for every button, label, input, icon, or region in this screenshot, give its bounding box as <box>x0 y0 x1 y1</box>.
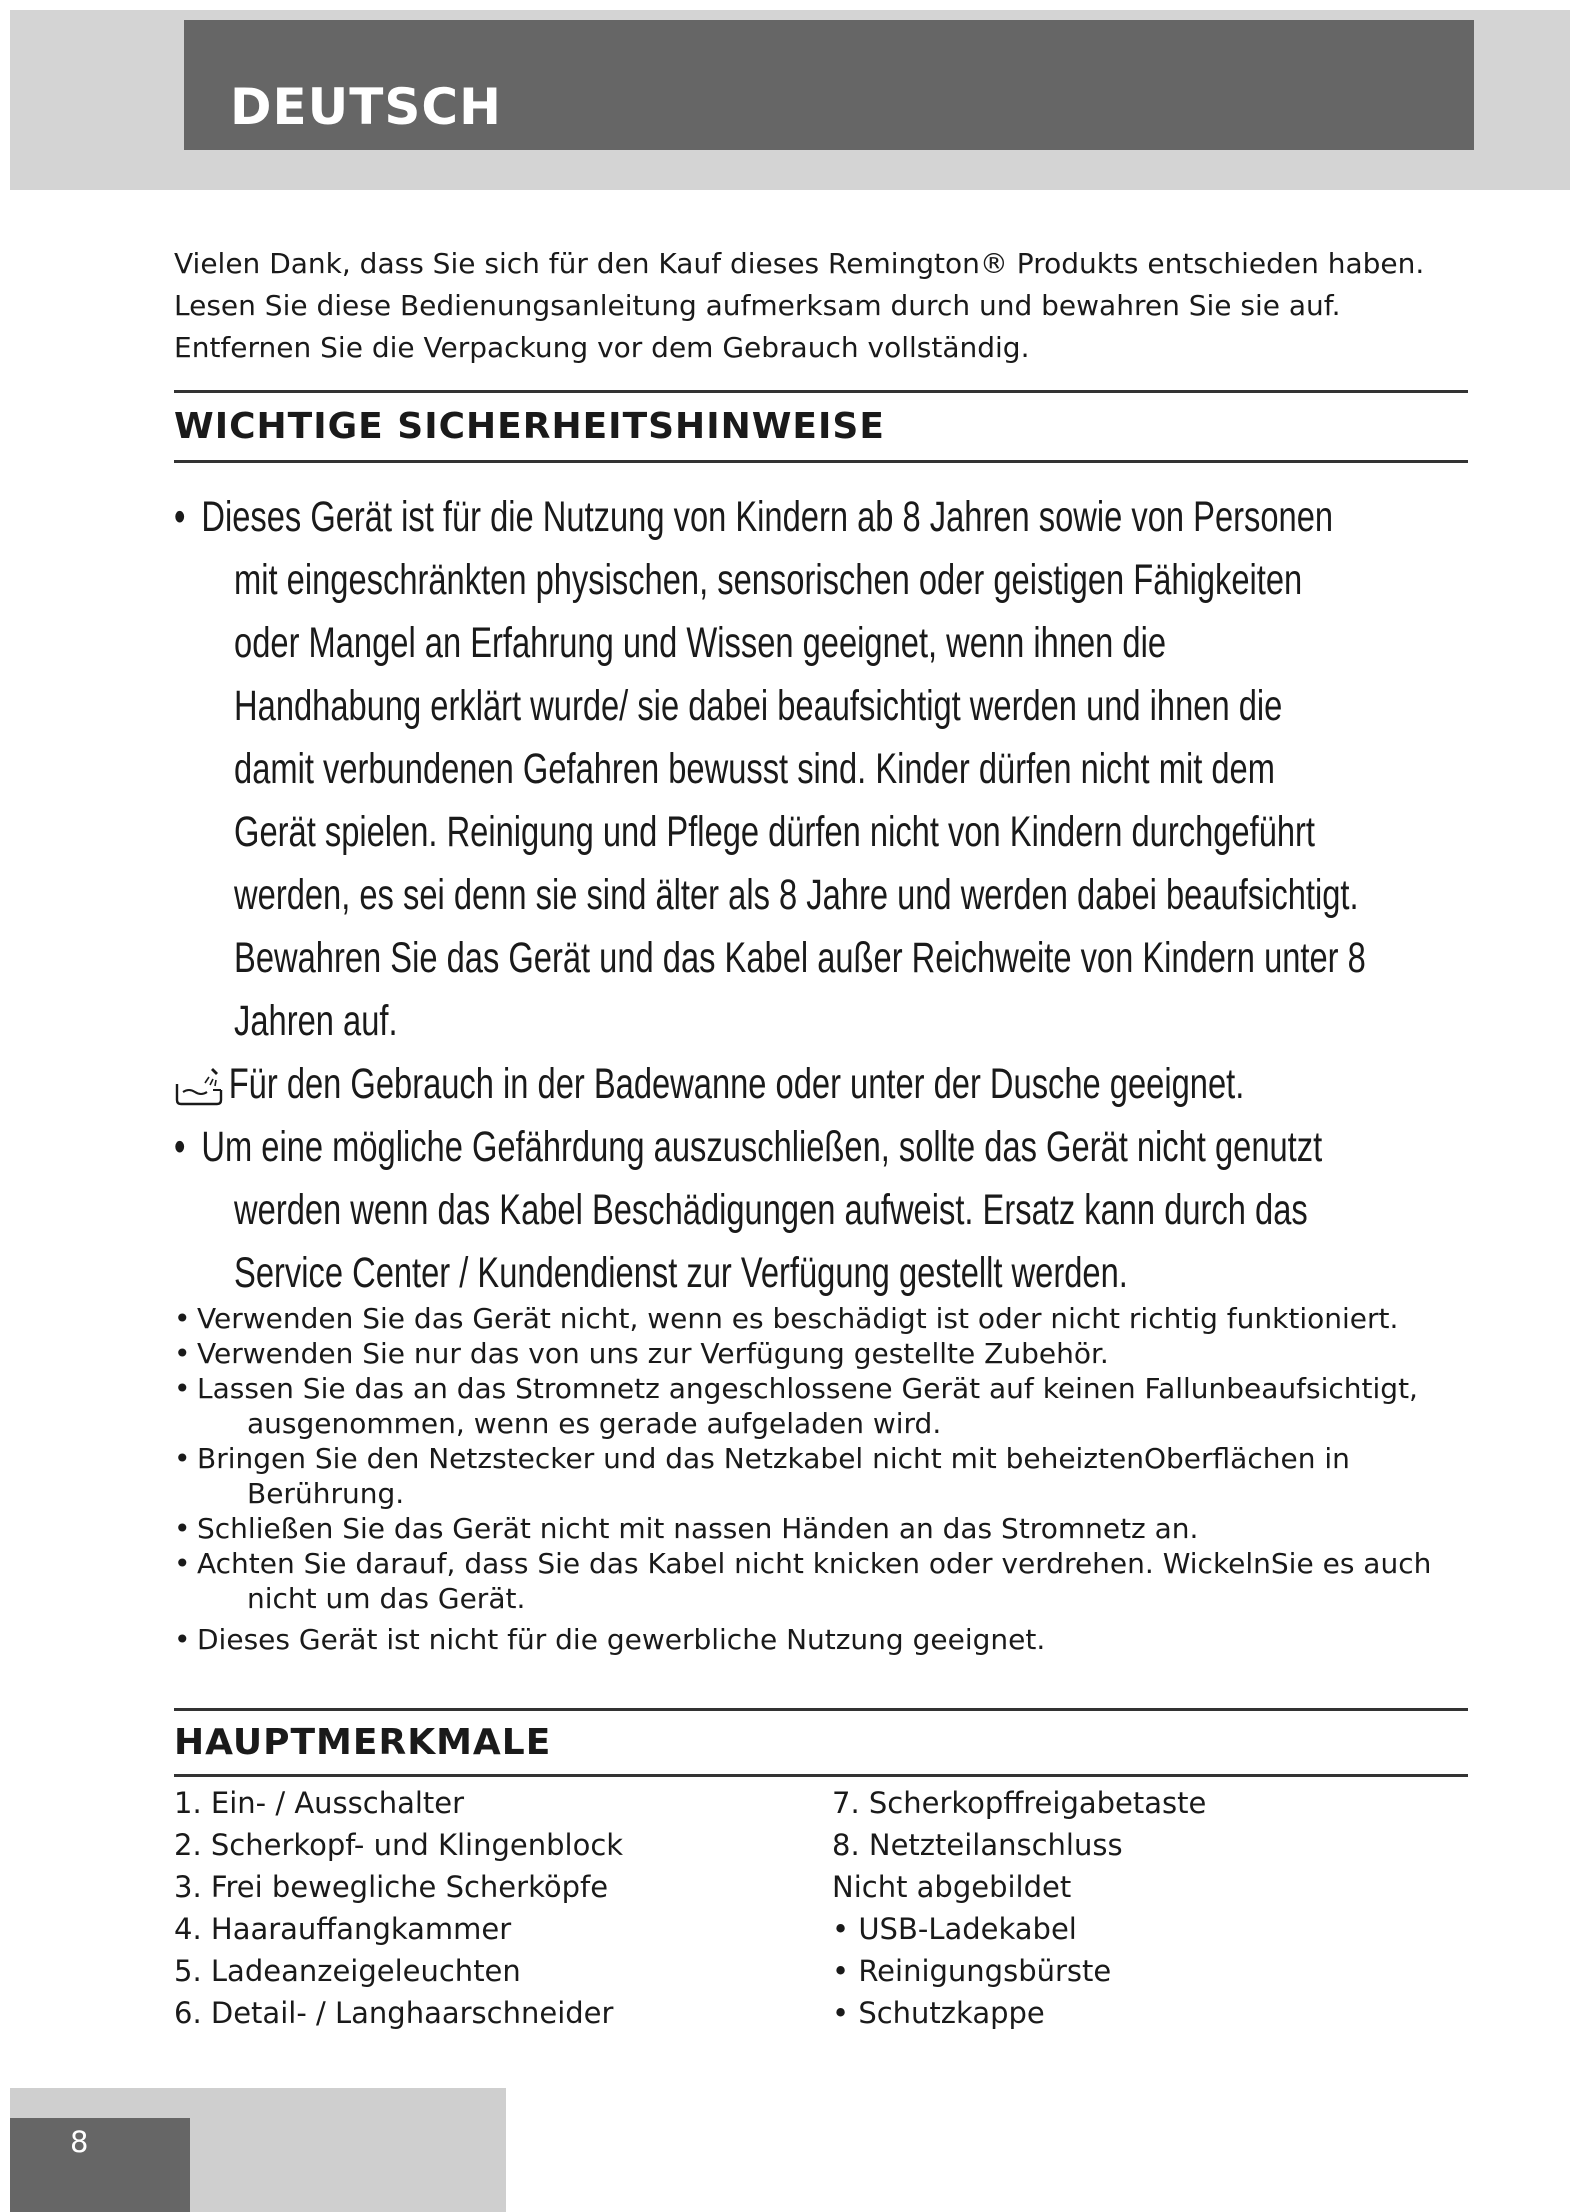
intro-line: Lesen Sie diese Bedienungsanleitung aufmerksam durch und bewahren Sie sie auf. <box>174 289 1341 322</box>
list-item: 3. Frei bewegliche Scherköpfe <box>174 1870 609 1904</box>
list-item: 1. Ein- / Ausschalter <box>174 1786 465 1820</box>
safety-item-children-line: • Dieses Gerät ist für die Nutzung von Kindern ab 8 Jahren sowie von Personen <box>174 486 1366 549</box>
features-list-right <box>832 1782 1206 2034</box>
safety-item-children-line: Handhabung erklärt wurde/ sie dabei beaufsichtigt werden und ihnen die <box>234 682 1283 730</box>
features-list-left <box>174 1782 623 2034</box>
list-item: 8. Netzteilanschluss <box>832 1828 1123 1862</box>
safety-item-cable-line: Service Center / Kundendienst zur Verfügung gestellt werden. <box>234 1249 1128 1297</box>
list-item: • Schutzkappe <box>832 1996 1045 2030</box>
safety-item-children-line: werden, es sei denn sie sind älter als 8 Jahre und werden dabei beaufsichtigt. <box>234 871 1359 919</box>
page-number: 8 <box>70 2125 89 2159</box>
section-title: DEUTSCH <box>230 78 502 136</box>
list-item: • USB-Ladekabel <box>832 1912 1077 1946</box>
intro-line: Entfernen Sie die Verpackung vor dem Gebrauch vollständig. <box>174 331 1030 364</box>
safety-item-children-line: mit eingeschränkten physischen, sensorischen oder geistigen Fähigkeiten <box>234 556 1303 604</box>
bullet: • <box>174 1123 186 1171</box>
safety-item-children-line: oder Mangel an Erfahrung und Wissen geeignet, wenn ihnen die <box>234 619 1167 667</box>
safety-heading: WICHTIGE SICHERHEITSHINWEISE <box>174 406 885 447</box>
list-item: 2. Scherkopf- und Klingenblock <box>174 1828 624 1862</box>
intro-paragraph <box>174 243 1474 369</box>
list-item-continuation: ausgenommen, wenn es gerade aufgeladen wird. <box>247 1407 942 1440</box>
safety-item-children-line: Bewahren Sie das Gerät und das Kabel außer Reichweite von Kindern unter 8 <box>234 934 1366 982</box>
bathtub-shower-icon <box>173 1064 225 1108</box>
intro-line: Vielen Dank, dass Sie sich für den Kauf dieses Remington® Produkts entschieden haben. <box>174 247 1425 280</box>
list-item: 6. Detail- / Langhaarschneider <box>174 1996 614 2030</box>
divider <box>174 1708 1468 1711</box>
list-item: • Schließen Sie das Gerät nicht mit nassen Händen an das Stromnetz an. <box>174 1512 1199 1545</box>
list-item: • Verwenden Sie das Gerät nicht, wenn es beschädigt ist oder nicht richtig funktioniert. <box>174 1302 1399 1335</box>
features-heading: HAUPTMERKMALE <box>174 1722 552 1763</box>
list-subheading: Nicht abgebildet <box>832 1870 1072 1904</box>
list-item: • Achten Sie darauf, dass Sie das Kabel nicht knicken oder verdrehen. WickelnSie es auch <box>174 1547 1432 1580</box>
list-item: • Dieses Gerät ist nicht für die gewerbliche Nutzung geeignet. <box>174 1623 1046 1656</box>
footer-box <box>10 2118 190 2212</box>
divider <box>174 390 1468 393</box>
safety-item-cable-line: • Um eine mögliche Gefährdung auszuschließen, sollte das Gerät nicht genutzt <box>174 1116 1366 1179</box>
safety-small-list <box>174 1301 1431 1657</box>
list-item: 7. Scherkopffreigabetaste <box>832 1786 1207 1820</box>
divider <box>174 1774 1468 1777</box>
bullet: • <box>174 493 186 541</box>
divider <box>174 460 1468 463</box>
safety-item-bath: Für den Gebrauch in der Badewanne oder unter der Dusche geeignet. <box>228 1060 1245 1108</box>
list-item-continuation: nicht um das Gerät. <box>247 1582 526 1615</box>
safety-item-children-line: Gerät spielen. Reinigung und Pflege dürfen nicht von Kindern durchgeführt <box>234 808 1316 856</box>
header-band <box>10 10 1570 190</box>
safety-item-cable-line: werden wenn das Kabel Beschädigungen aufweist. Ersatz kann durch das <box>234 1186 1308 1234</box>
list-item: • Reinigungsbürste <box>832 1954 1112 1988</box>
list-item-continuation: Berührung. <box>247 1477 405 1510</box>
list-item: • Bringen Sie den Netzstecker und das Netzkabel nicht mit beheiztenOberflächen in <box>174 1442 1350 1475</box>
safety-large-text <box>174 486 1366 1305</box>
list-item: • Lassen Sie das an das Stromnetz angeschlossene Gerät auf keinen Fallunbeaufsichtigt, <box>174 1372 1418 1405</box>
safety-item-children-line: damit verbundenen Gefahren bewusst sind. Kinder dürfen nicht mit dem <box>234 745 1275 793</box>
list-item: • Verwenden Sie nur das von uns zur Verfügung gestellte Zubehör. <box>174 1337 1109 1370</box>
list-item: 5. Ladeanzeigeleuchten <box>174 1954 521 1988</box>
header-box <box>184 20 1474 150</box>
list-item: 4. Haarauffangkammer <box>174 1912 512 1946</box>
safety-item-children-line: Jahren auf. <box>234 997 398 1045</box>
